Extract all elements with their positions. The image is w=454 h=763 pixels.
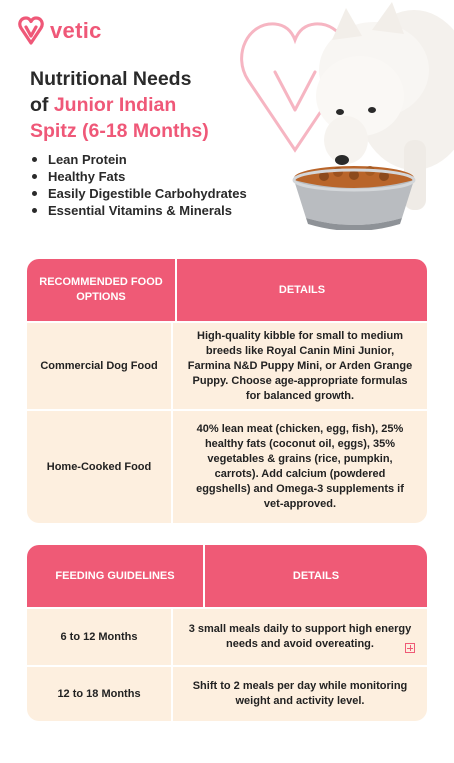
table-row	[27, 409, 427, 523]
page-title	[30, 66, 250, 144]
list-item: Easily Digestible Carbohydrates	[30, 185, 247, 202]
table-row-label: 12 to 18 Months	[27, 667, 171, 721]
heart-v-logo-icon	[18, 16, 44, 46]
brand-logo	[18, 16, 102, 46]
table-header-row	[27, 545, 427, 607]
table-row	[27, 665, 427, 721]
table-row-details	[171, 609, 427, 665]
title-line-2-accent: Junior Indian	[53, 94, 177, 116]
table-header-cell: DETAILS	[203, 545, 427, 607]
title-line-1: Nutritional Needs	[30, 68, 192, 90]
expand-plus-icon[interactable]	[405, 643, 415, 653]
table-row-label: Home-Cooked Food	[27, 411, 171, 523]
table-row-details: Shift to 2 meals per day while monitoring weight and activity level.	[171, 667, 427, 721]
title-line-2-prefix: of	[30, 94, 54, 116]
nutritional-needs-list	[30, 151, 247, 219]
table-row-details: 40% lean meat (chicken, egg, fish), 25% healthy fats (coconut oil, eggs), 35% vegetables & grains (rice, pumpkin, carrots). Add calcium (powdered eggshells) and Omega-3 supplements if vet-approved.	[171, 411, 427, 523]
list-item: Essential Vitamins & Minerals	[30, 202, 247, 219]
table-header-row	[27, 259, 427, 321]
feeding-guidelines-table	[27, 545, 427, 721]
table-header-cell: DETAILS	[175, 259, 427, 321]
table-header-cell: FEEDING GUIDELINES	[27, 545, 203, 607]
table-row-label: Commercial Dog Food	[27, 323, 171, 409]
list-item: Healthy Fats	[30, 168, 247, 185]
title-line-2	[30, 92, 250, 118]
brand-name: vetic	[50, 18, 102, 43]
table-row-label: 6 to 12 Months	[27, 609, 171, 665]
table-row	[27, 607, 427, 665]
table-row	[27, 321, 427, 409]
table-header-cell: RECOMMENDED FOOD OPTIONS	[27, 259, 175, 321]
table-row-details: High-quality kibble for small to medium breeds like Royal Canin Mini Junior, Farmina N&D Puppy Mini, or Arden Grange Puppy. Choose age-appropriate formulas for balanced growth.	[171, 323, 427, 409]
title-line-3: Spitz (6-18 Months)	[30, 120, 209, 142]
spitz-dog-eating-illustration	[254, 0, 454, 230]
table-row-details-text: 3 small meals daily to support high energy needs and avoid overeating.	[188, 623, 412, 650]
food-options-table	[27, 259, 427, 523]
list-item: Lean Protein	[30, 151, 247, 168]
